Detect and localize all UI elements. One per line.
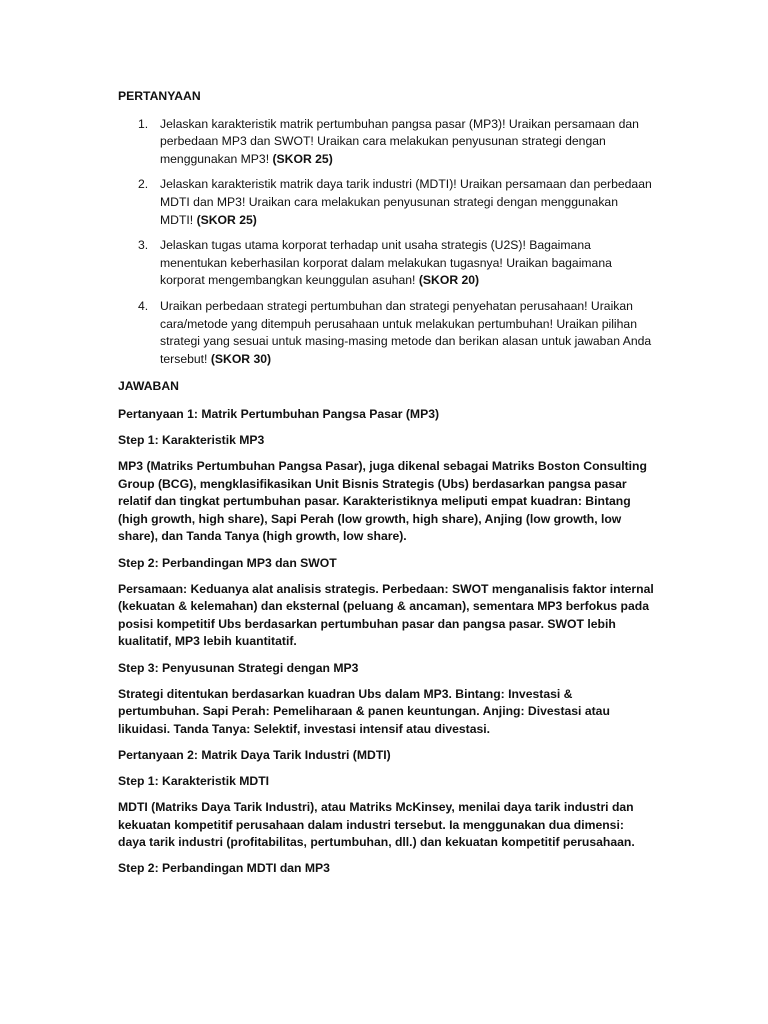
question-text: Jelaskan karakteristik matrik pertumbuhan pangsa pasar (MP3)! Uraikan persamaan dan perbedaan MP3 dan SWOT! Uraikan cara melakukan penyusunan strategi dengan menggunakan MP3!: [160, 116, 639, 166]
question-text: Jelaskan karakteristik matrik daya tarik industri (MDTI)! Uraikan persamaan dan perbedaan MDTI dan MP3! Uraikan cara melakukan penyusunan strategi dengan menggunakan MDTI!: [160, 177, 652, 227]
answer-step-title: Step 2: Perbandingan MP3 dan SWOT: [118, 555, 337, 570]
question-score: (SKOR 25): [272, 151, 333, 166]
answer-section-title: Pertanyaan 1: Matrik Pertumbuhan Pangsa Pasar (MP3): [118, 406, 440, 421]
document-body: [118, 88, 654, 886]
question-text: Jelaskan tugas utama korporat terhadap unit usaha strategis (U2S)! Bagaimana menentukan keberhasilan korporat dalam melakukan tugasnya! Uraikan bagaimana korporat mengembangkan keunggulan asuhan!: [160, 238, 612, 288]
question-number: 1.: [138, 116, 149, 131]
answer-step-title: Step 1: Karakteristik MP3: [118, 433, 265, 447]
answer-step-title: Step 3: Penyusunan Strategi dengan MP3: [118, 660, 359, 675]
question-number: 4.: [138, 298, 149, 313]
answer-paragraph: Persamaan: Keduanya alat analisis strategis. Perbedaan: SWOT menganalisis faktor internal (kekuatan & kelemahan) dan eksternal (peluang & ancaman), sementara MP3 berfokus pada posisi kompetitif Ubs berdasarkan pertumbuhan pasar dan pangsa pasar. SWOT lebih kualitatif, MP3 lebih kuantitatif.: [118, 581, 654, 649]
question-number: 2.: [138, 177, 149, 192]
question-score: (SKOR 20): [418, 273, 480, 288]
question-item: [118, 298, 654, 368]
answer-step-title: Step 1: Karakteristik MDTI: [118, 774, 270, 788]
question-item: [118, 237, 654, 290]
question-number: 3.: [138, 238, 149, 253]
question-score: (SKOR 25): [196, 212, 257, 227]
answer-step-title: Step 2: Perbandingan MDTI dan MP3: [118, 861, 330, 876]
answer-paragraph: MDTI (Matriks Daya Tarik Industri), atau Matriks McKinsey, menilai daya tarik industri dan kekuatan kompetitif perusahaan dalam industri tersebut. Ia menggunakan dua dimensi: daya tarik industri (profitabilitas, pertumbuhan, dll.) dan kekuatan kompetitif perusahaan.: [118, 800, 635, 850]
questions-heading: PERTANYAAN: [118, 89, 201, 103]
question-item: [118, 176, 654, 229]
answer-section-title: Pertanyaan 2: Matrik Daya Tarik Industri (MDTI): [118, 747, 391, 762]
question-score: (SKOR 30): [210, 351, 272, 366]
answer-paragraph: Strategi ditentukan berdasarkan kuadran Ubs dalam MP3. Bintang: Investasi & pertumbuhan. Sapi Perah: Pemeliharaan & panen keuntungan. Anjing: Divestasi atau likuidasi. Tanda Tanya: Selektif, investasi intensif atau divestasi.: [118, 686, 610, 736]
question-text: Uraikan perbedaan strategi pertumbuhan dan strategi penyehatan perusahaan! Uraikan cara/metode yang ditempuh perusahaan untuk melakukan pertumbuhan! Uraikan pilihan strategi yang sesuai untuk masing-masing metode dan berikan alasan untuk jawaban Anda tersebut!: [160, 298, 652, 366]
question-item: [118, 116, 654, 169]
answers-heading: JAWABAN: [118, 379, 179, 394]
questions-list: [118, 116, 654, 369]
answer-paragraph: MP3 (Matriks Pertumbuhan Pangsa Pasar), juga dikenal sebagai Matriks Boston Consulting Group (BCG), mengklasifikasikan Unit Bisnis Strategis (Ubs) berdasarkan pangsa pasar relatif dan tingkat pertumbuhan pasar. Karakteristiknya meliputi empat kuadran: Bintang (high growth, high share), Sapi Perah (low growth, high share), Anjing (low growth, low share), dan Tanda Tanya (high growth, low share).: [118, 459, 647, 544]
